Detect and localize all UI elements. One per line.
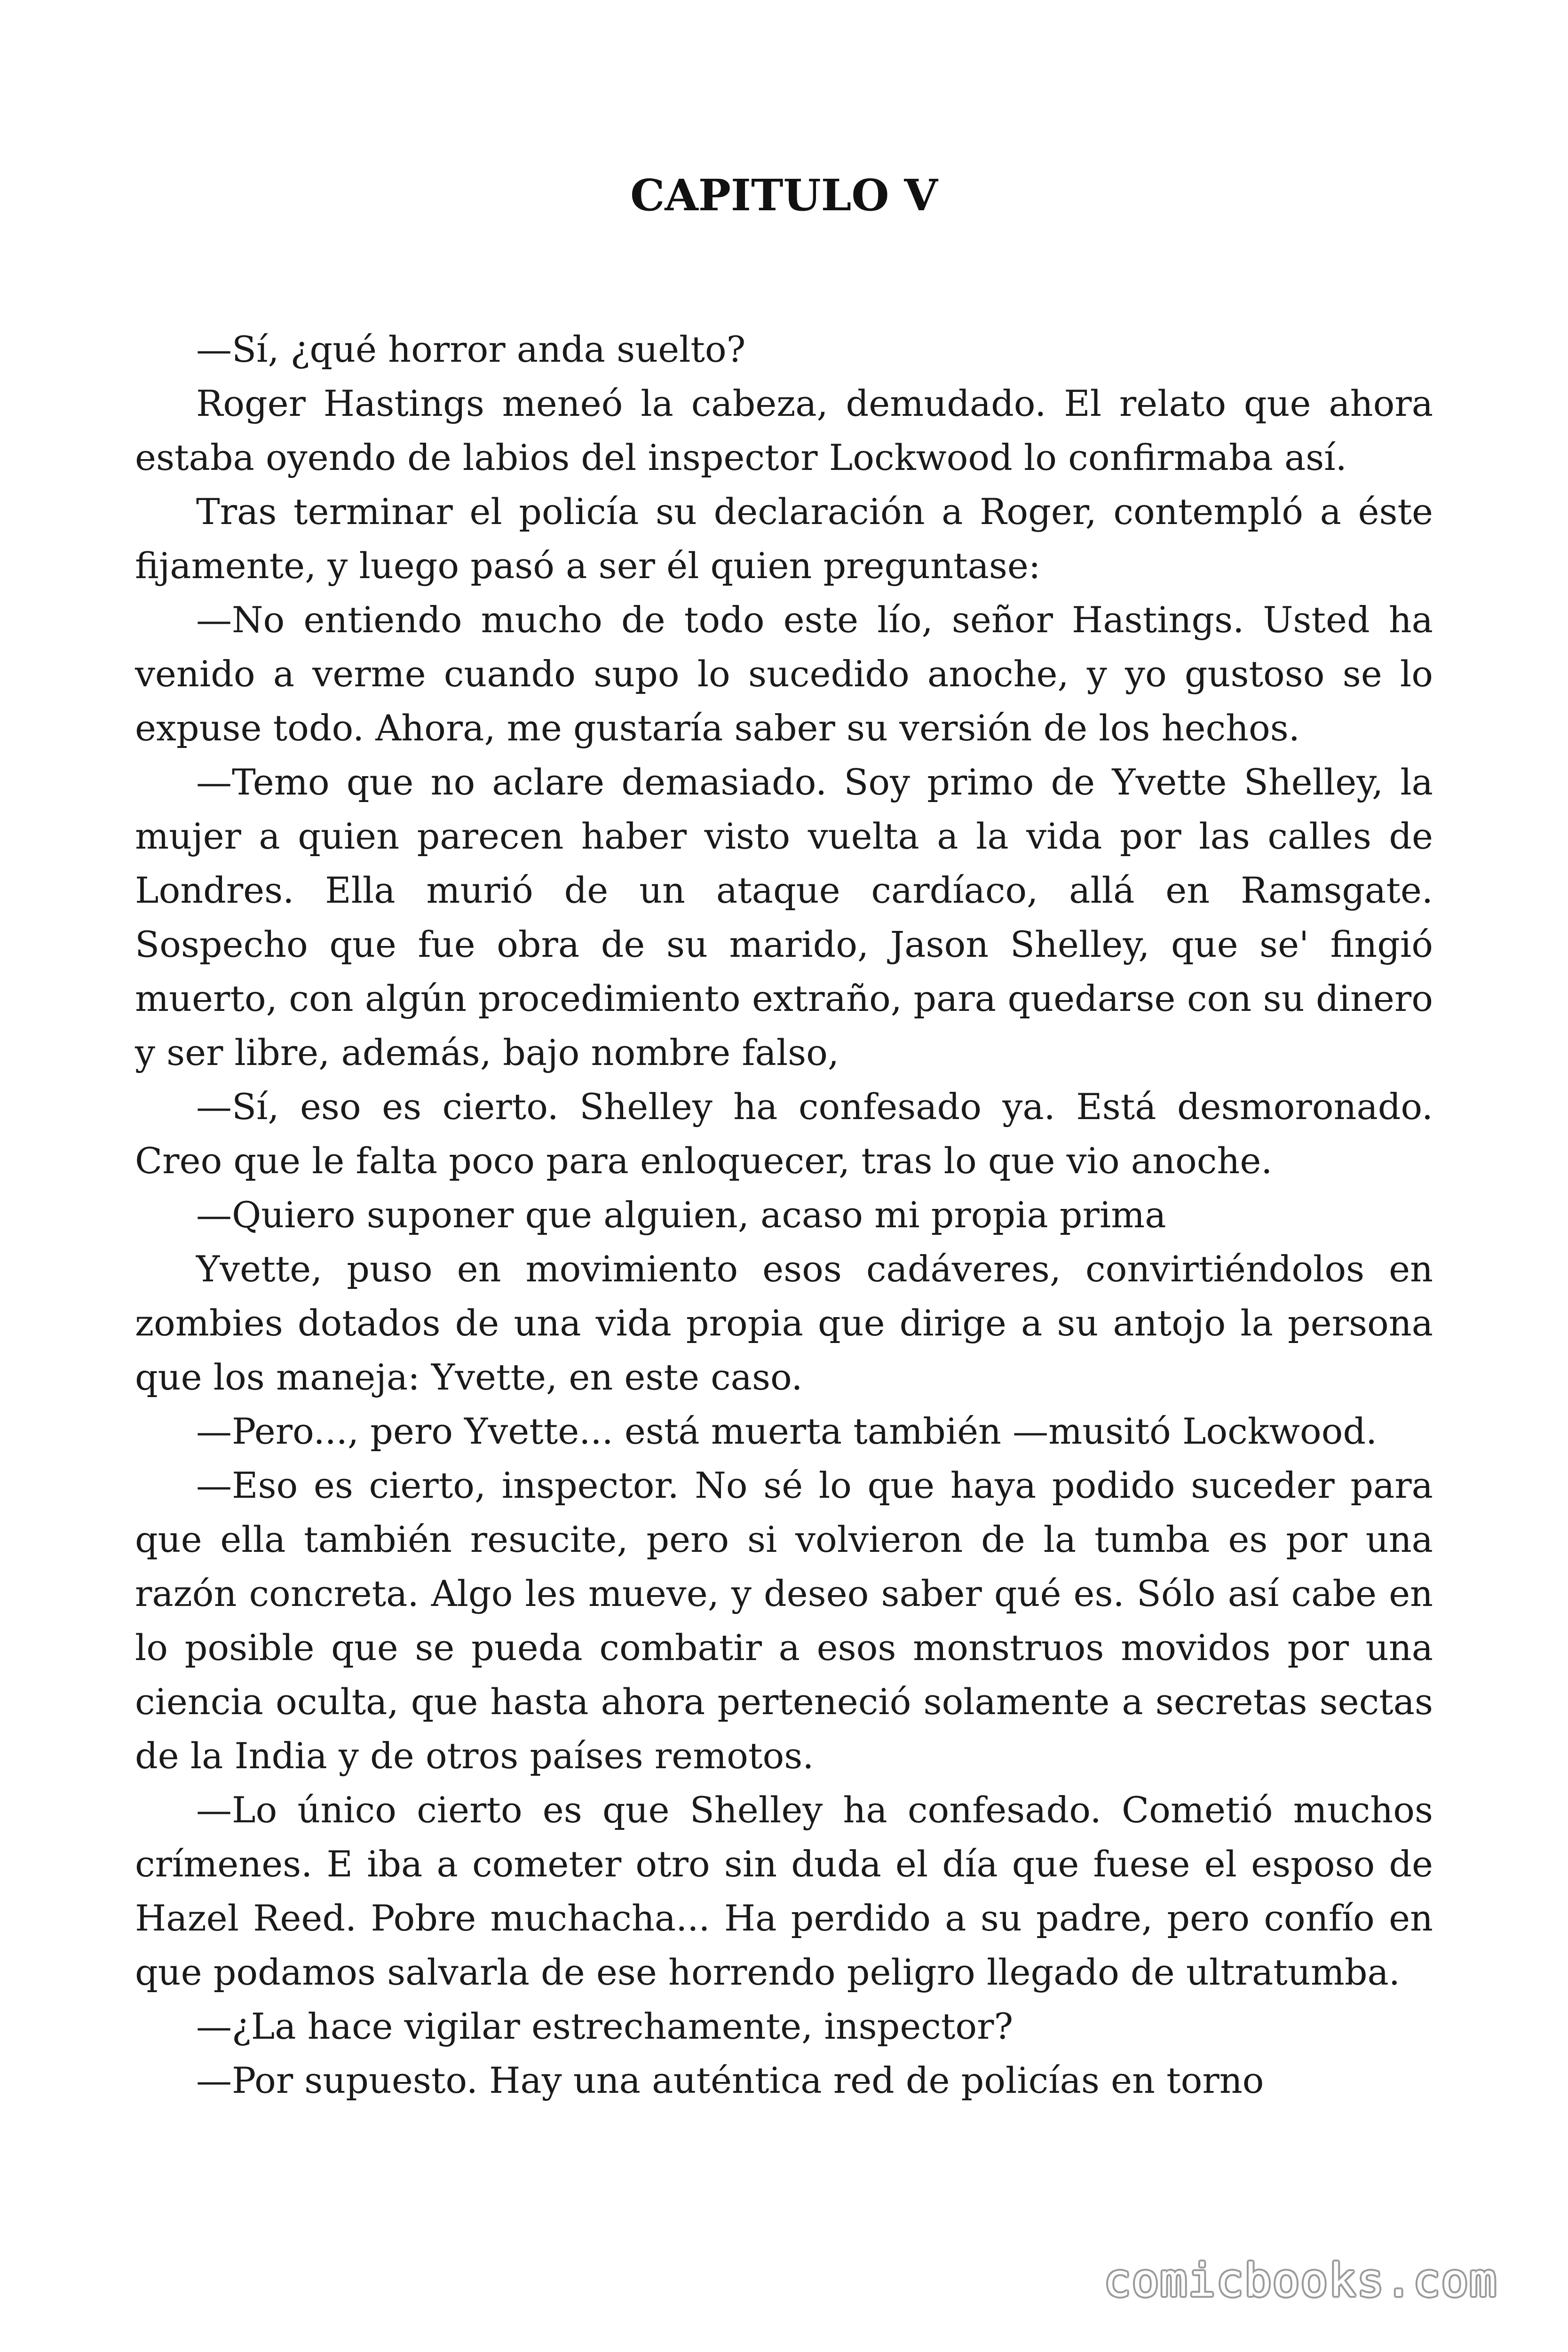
paragraph: —Lo único cierto es que Shelley ha confesado. Cometió muchos crímenes. E iba a cometer otro sin duda el día que fuese el esposo de Hazel Reed. Pobre muchacha... Ha perdido a su padre, pero confío en que podamos salvarla de ese horrendo peligro llegado de ultratumba. bbox=[135, 1789, 1433, 1993]
paragraph: —¿La hace vigilar estrechamente, inspector? bbox=[196, 2005, 1014, 2047]
paragraph: —Por supuesto. Hay una auténtica red de policías en torno bbox=[196, 2059, 1264, 2101]
paragraph: —Temo que no aclare demasiado. Soy primo de Yvette Shelley, la mujer a quien parecen haber visto vuelta a la vida por las calles de Londres. Ella murió de un ataque cardíaco, allá en Ramsgate. Sospecho que fue obra de su marido, Jason Shelley, que se' fingió muerto, con algún procedimiento extraño, para quedarse con su dinero y ser libre, además, bajo nombre falso, bbox=[135, 761, 1433, 1073]
paragraph: Roger Hastings meneó la cabeza, demudado. El relato que ahora estaba oyendo de labios del inspector Lockwood lo confirmaba así. bbox=[135, 382, 1433, 478]
paragraph: —Sí, eso es cierto. Shelley ha confesado ya. Está desmoronado. Creo que le falta poco para enloquecer, tras lo que vio anoche. bbox=[135, 1086, 1433, 1182]
watermark: comicbooks.com bbox=[1103, 2254, 1497, 2307]
paragraph: Yvette, puso en movimiento esos cadáveres, convirtiéndolos en zombies dotados de una vida propia que dirige a su antojo la persona que los maneja: Yvette, en este caso. bbox=[135, 1248, 1433, 1398]
paragraph: Tras terminar el policía su declaración a Roger, contempló a éste fijamente, y luego pasó a ser él quien preguntase: bbox=[135, 491, 1433, 587]
paragraph: —Quiero suponer que alguien, acaso mi propia prima bbox=[196, 1194, 1166, 1236]
paragraph: —Sí, ¿qué horror anda suelto? bbox=[196, 328, 746, 370]
chapter-body bbox=[135, 322, 1433, 2107]
paragraph: —Pero..., pero Yvette... está muerta también —musitó Lockwood. bbox=[196, 1410, 1378, 1452]
paragraph: —Eso es cierto, inspector. No sé lo que haya podido suceder para que ella también resucite, pero si volvieron de la tumba es por una razón concreta. Algo les mueve, y deseo saber qué es. Sólo así cabe en lo posible que se pueda combatir a esos monstruos movidos por una ciencia oculta, que hasta ahora perteneció solamente a secretas sectas de la India y de otros países remotos. bbox=[135, 1464, 1433, 1777]
paragraph: —No entiendo mucho de todo este lío, señor Hastings. Usted ha venido a verme cuando supo lo sucedido anoche, y yo gustoso se lo expuse todo. Ahora, me gustaría saber su versión de los hechos. bbox=[135, 599, 1433, 749]
chapter-title: CAPITULO V bbox=[630, 170, 938, 221]
